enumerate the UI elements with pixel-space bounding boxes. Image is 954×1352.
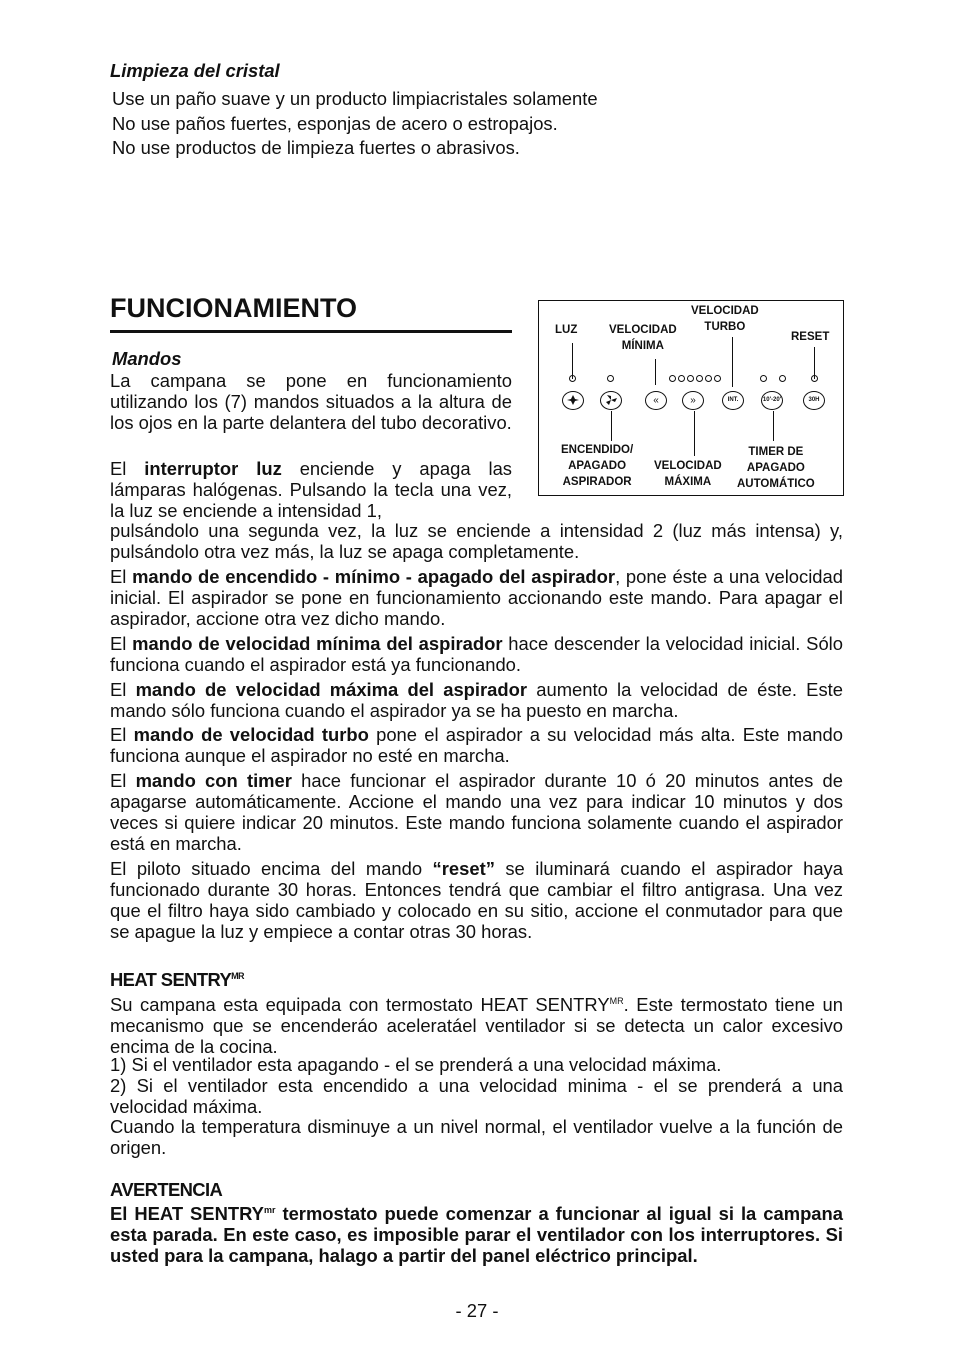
indicator-led	[607, 375, 614, 382]
label-reset: RESET	[791, 331, 830, 343]
heat-sentry-item-1: 1) Si el ventilador esta apagando - el se prenderá a una velocidad máxima.	[110, 1054, 722, 1075]
para-pre: El	[110, 566, 133, 587]
para-bold: mando de velocidad máxima del aspirador	[135, 679, 528, 700]
indicator-led	[569, 375, 576, 382]
label-velocidad-turbo: VELOCIDAD TURBO	[691, 305, 759, 333]
min-speed-paragraph	[110, 633, 843, 675]
indicator-led	[779, 375, 786, 382]
indicator-led	[669, 375, 676, 382]
para-pre: El	[110, 633, 133, 654]
glass-cleaning-heading: Limpieza del cristal	[110, 60, 280, 81]
section-title-rule	[110, 330, 512, 333]
para-pre: El	[110, 679, 136, 700]
indicator-led	[714, 375, 721, 382]
max-speed-paragraph	[110, 679, 843, 721]
heat-sentry-normal: Cuando la temperatura disminuye a un nivel normal, el ventilador vuelve a la función de origen.	[110, 1116, 843, 1158]
pointer-min	[655, 359, 656, 385]
para-bold: mando de velocidad mínima del aspirador	[132, 633, 503, 654]
indicator-led	[705, 375, 712, 382]
label-velocidad-minima: VELOCIDAD MÍNIMA	[609, 324, 677, 352]
heat-sentry-item-2: 2) Si el ventilador esta encendido a una velocidad minima - el se prenderá a una velocidad máxima.	[110, 1075, 843, 1117]
para-bold: mando con timer	[135, 770, 292, 791]
glass-line-2: No use paños fuertes, esponjas de acero o estropajos.	[112, 113, 558, 134]
para-rest: , pone éste a una velocidad inicial. El aspirador se pone en funcionamiento accionando este mando. Para apagar el aspirador, accione otra vez dicho mando.	[110, 566, 843, 629]
light-rest-narrow: enciende y apaga las lámparas halógenas. Pulsando la tecla una vez, la luz se enciende a intensidad 1,	[110, 458, 512, 521]
reset-button	[803, 391, 825, 410]
label-timer: TIMER DE APAGADO AUTOMÁTICO	[737, 446, 815, 490]
para-pre: El	[110, 724, 134, 745]
heat-intro-a: Su campana esta equipada con termostato HEAT SENTRY	[110, 994, 610, 1016]
reset-paragraph	[110, 858, 843, 942]
para-bold: mando de velocidad turbo	[133, 724, 369, 745]
section-title: FUNCIONAMIENTO	[110, 293, 357, 323]
control-panel-diagram	[538, 300, 844, 496]
label-encendido: ENCENDIDO/ APAGADO ASPIRADOR	[561, 444, 634, 488]
pointer-timer	[773, 411, 774, 441]
warning-text-b: termostato puede comenzar a funcionar al igual si la campana esta parada. En este caso, es imposible parar el ventilador con los interruptores. Si usted para la campana, halago a partir del panel eléctrico principal.	[110, 1203, 843, 1267]
light-button	[562, 391, 584, 410]
heat-intro-sup: MR	[609, 996, 624, 1006]
speed-down-icon: «	[653, 395, 659, 406]
turbo-button	[722, 391, 744, 410]
power-paragraph	[110, 566, 843, 629]
para-bold: “reset”	[432, 858, 495, 879]
indicator-led	[696, 375, 703, 382]
indicator-led	[760, 375, 767, 382]
pointer-power	[611, 411, 612, 441]
reset-button-label: 30H	[808, 397, 820, 403]
warning-heading: AVERTENCIA	[110, 1179, 223, 1200]
para-rest: hace funcionar el aspirador durante 10 ó 20 minutos antes de apagarse automáticamente. Accione el mando una vez para indicar 10 minutos y dos veces si quiere indicar 20 minutos. Este mando funciona solamente cuando el aspirador está en marcha.	[110, 770, 844, 854]
light-switch-continuation: pulsándolo una segunda vez, la luz se enciende a intensidad 2 (luz más intensa) y, pulsándolo otra vez más, la luz se apaga completamente.	[110, 520, 843, 562]
heat-intro-b: . Este termostato tiene un mecanismo que se encenderáo aceleratáel ventilador si se detecta un calor excesivo encima de la cocina.	[110, 994, 843, 1058]
label-velocidad-maxima: VELOCIDAD MÁXIMA	[654, 460, 722, 488]
pointer-max	[694, 411, 695, 456]
heat-sentry-heading	[110, 969, 244, 991]
glass-line-3: No use productos de limpieza fuertes o abrasivos.	[112, 137, 520, 158]
pointer-turbo	[732, 337, 733, 387]
timer-paragraph	[110, 770, 843, 854]
turbo-paragraph	[110, 724, 843, 766]
timer-button-label: 10'-20'	[762, 397, 782, 403]
speed-up-icon: »	[690, 395, 696, 406]
light-bold: interruptor luz	[144, 458, 282, 479]
indicator-led	[678, 375, 685, 382]
pointer-luz	[572, 343, 573, 379]
para-rest: pone el aspirador a su velocidad más alta. Este mando funciona aunque el aspirador no esté en marcha.	[110, 724, 843, 766]
para-pre: El	[110, 770, 136, 791]
indicator-led	[811, 375, 818, 382]
warning-text-a: El HEAT SENTRY	[110, 1203, 264, 1225]
label-luz: LUZ	[555, 324, 578, 336]
warning-text	[110, 1200, 843, 1266]
timer-button	[761, 391, 783, 410]
para-rest: se iluminará cuando el aspirador haya funcionado durante 30 horas. Entonces tendrá que cambiar el filtro antigrasa. Una vez que el filtro haya sido cambiado y colocado en su sitio, accione el conmutador para que se apague la luz y empiece a contar otras 30 horas.	[110, 858, 843, 942]
light-icon	[566, 394, 580, 406]
power-button	[600, 391, 622, 410]
glass-line-1: Use un paño suave y un producto limpiacristales solamente	[112, 88, 598, 109]
light-switch-paragraph	[110, 458, 512, 521]
controls-intro: La campana se pone en funcionamiento utilizando los (7) mandos situados a la altura de los ojos en la parte delantera del tubo decorativo.	[110, 370, 512, 433]
speed-min-button	[645, 391, 667, 410]
heat-title: HEAT SENTRY	[110, 969, 232, 990]
light-pre: El	[110, 458, 145, 479]
indicator-led	[687, 375, 694, 382]
turbo-button-label: INT.	[727, 397, 739, 403]
para-bold: mando de encendido - mínimo - apagado del aspirador	[132, 566, 616, 587]
para-pre: El piloto situado encima del mando	[110, 858, 433, 879]
heat-sentry-intro	[110, 991, 843, 1057]
para-rest: hace descender la velocidad inicial. Sólo funciona cuando el aspirador está ya funcionando.	[110, 633, 843, 675]
heat-title-sup: MR	[231, 970, 244, 981]
para-rest: aumento la velocidad de éste. Este mando sólo funciona cuando el aspirador ya se ha puesto en marcha.	[110, 679, 843, 721]
page-number: - 27 -	[455, 1300, 499, 1321]
controls-subheading: Mandos	[112, 348, 182, 369]
fan-icon	[604, 394, 618, 406]
speed-max-button	[682, 391, 704, 410]
warning-text-sup: mr	[263, 1205, 276, 1215]
